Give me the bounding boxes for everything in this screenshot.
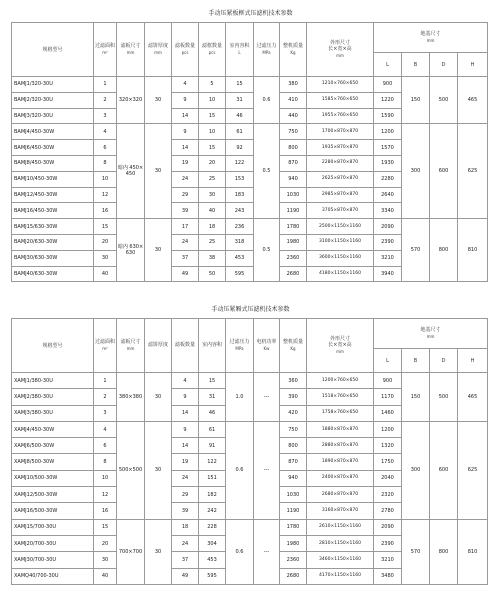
cell-frames: 18 <box>199 219 226 235</box>
cell-model: BAMJ40/630-30W <box>12 266 94 282</box>
cell-frames: 15 <box>199 140 226 156</box>
cell-weight: 940 <box>280 171 307 187</box>
cell-foundation-l: 900 <box>374 373 402 389</box>
cell-area: 4 <box>94 421 117 437</box>
cell-plates: 9 <box>172 389 199 405</box>
cell-foundation-l: 1170 <box>374 389 402 405</box>
cell-area: 2 <box>94 389 117 405</box>
header-cake: 滤饼厚度 <box>145 319 172 373</box>
header-cake: 滤饼厚度 mm <box>145 23 172 77</box>
cell-foundation-l: 1570 <box>374 140 402 156</box>
cell-volume: 15 <box>199 373 226 389</box>
cell-model: XAMJ4/450-30W <box>12 421 94 437</box>
cell-foundation-d: 500 <box>430 77 458 124</box>
cell-dims: 3100×1150×1160 <box>307 234 374 250</box>
header-area: 过滤面积 m² <box>94 319 117 373</box>
cell-foundation-l: 2320 <box>374 487 402 503</box>
cell-foundation-l: 1320 <box>374 438 402 454</box>
cell-plates: 4 <box>172 373 199 389</box>
cell-volume: 182 <box>199 487 226 503</box>
cell-plate-size: 500×500 <box>117 421 145 519</box>
cell-area: 12 <box>94 187 117 203</box>
cell-foundation-d: 600 <box>430 421 458 519</box>
cell-area: 30 <box>94 250 117 266</box>
cell-foundation-l: 1930 <box>374 155 402 171</box>
cell-model: XAMJ10/500-30W <box>12 470 94 486</box>
cell-area: 16 <box>94 203 117 219</box>
cell-area: 40 <box>94 266 117 282</box>
header-f-b: B <box>402 349 430 373</box>
cell-pressure: 0.6 <box>226 519 254 584</box>
cell-area: 16 <box>94 503 117 519</box>
cell-foundation-b: 300 <box>402 124 430 219</box>
cell-frames: 25 <box>199 171 226 187</box>
cell-frames: 38 <box>199 250 226 266</box>
cell-foundation-l: 1220 <box>374 92 402 108</box>
cell-weight: 1780 <box>280 519 307 535</box>
cell-frames: 25 <box>199 234 226 250</box>
table1-filter-press-frame-specs <box>11 22 488 282</box>
cell-plate-size: 320×320 <box>117 77 145 124</box>
header-model: 规格型号 <box>12 23 94 77</box>
cell-foundation-l: 2640 <box>374 187 402 203</box>
cell-pressure: 1.0 <box>226 373 254 422</box>
cell-weight: 380 <box>280 77 307 93</box>
cell-volume: 595 <box>226 266 254 282</box>
table-row <box>12 219 488 235</box>
header-area: 过滤面积 m² <box>94 23 117 77</box>
cell-dims: 2280×870×870 <box>307 155 374 171</box>
cell-pressure: 0.5 <box>254 124 280 219</box>
cell-weight: 360 <box>280 373 307 389</box>
cell-volume: 92 <box>226 140 254 156</box>
header-plates: 滤板数量 pcs <box>172 23 199 77</box>
header-f-d: D <box>430 349 458 373</box>
header-foundation: 地基尺寸 mm <box>374 23 488 53</box>
cell-dims: 4170×1150×1160 <box>307 568 374 584</box>
cell-weight: 800 <box>280 438 307 454</box>
cell-weight: 2680 <box>280 568 307 584</box>
cell-plates: 24 <box>172 470 199 486</box>
cell-plate-size: 暗内 630×630 <box>117 219 145 282</box>
cell-volume: 61 <box>199 421 226 437</box>
cell-frames: 10 <box>199 92 226 108</box>
cell-volume: 91 <box>199 438 226 454</box>
cell-weight: 2680 <box>280 266 307 282</box>
cell-plate-size: 700×700 <box>117 519 145 584</box>
cell-volume: 153 <box>226 171 254 187</box>
cell-volume: 31 <box>199 389 226 405</box>
cell-volume: 46 <box>226 108 254 124</box>
table-row <box>12 77 488 93</box>
cell-model: XAMJ1/380-30U <box>12 373 94 389</box>
cell-frames: 5 <box>199 77 226 93</box>
cell-area: 12 <box>94 487 117 503</box>
cell-foundation-l: 2090 <box>374 519 402 535</box>
cell-foundation-l: 2040 <box>374 470 402 486</box>
header-pressure: 过滤压力 MPa <box>254 23 280 77</box>
cell-model: BAMJ2/320-30U <box>12 92 94 108</box>
cell-plates: 14 <box>172 438 199 454</box>
cell-model: BAMJ16/450-30W <box>12 203 94 219</box>
cell-model: BAMJ8/450-30W <box>12 155 94 171</box>
cell-weight: 800 <box>280 140 307 156</box>
cell-foundation-l: 1590 <box>374 108 402 124</box>
cell-model: BAMJ3/320-30U <box>12 108 94 124</box>
cell-foundation-l: 2280 <box>374 171 402 187</box>
header-foundation: 地基尺寸 mm <box>374 319 488 349</box>
cell-dims: 2985×870×870 <box>307 187 374 203</box>
table-row <box>12 421 488 437</box>
cell-plates: 14 <box>172 140 199 156</box>
header-plates: 滤板数量 <box>172 319 199 373</box>
cell-foundation-b: 300 <box>402 421 430 519</box>
cell-plates: 37 <box>172 552 199 568</box>
cell-area: 3 <box>94 405 117 421</box>
cell-foundation-l: 3940 <box>374 266 402 282</box>
cell-dims: 1890×870×870 <box>307 454 374 470</box>
cell-volume: 61 <box>226 124 254 140</box>
cell-foundation-h: 465 <box>458 373 488 422</box>
cell-plates: 29 <box>172 187 199 203</box>
cell-model: BAMJ15/630-30W <box>12 219 94 235</box>
cell-foundation-b: 570 <box>402 519 430 584</box>
cell-plate-size: 380×380 <box>117 373 145 422</box>
cell-pressure: 0.5 <box>254 219 280 282</box>
cell-area: 8 <box>94 454 117 470</box>
cell-plates: 9 <box>172 421 199 437</box>
cell-dims: 2400×870×870 <box>307 470 374 486</box>
cell-pressure: 0.6 <box>226 421 254 519</box>
cell-area: 30 <box>94 552 117 568</box>
header-power: 电机功率 Kw <box>254 319 280 373</box>
cell-plates: 24 <box>172 171 199 187</box>
cell-weight: 1980 <box>280 535 307 551</box>
cell-area: 10 <box>94 470 117 486</box>
cell-weight: 1190 <box>280 503 307 519</box>
cell-foundation-b: 150 <box>402 373 430 422</box>
cell-weight: 2360 <box>280 250 307 266</box>
cell-foundation-h: 465 <box>458 77 488 124</box>
cell-plates: 24 <box>172 535 199 551</box>
cell-foundation-l: 3210 <box>374 552 402 568</box>
cell-area: 1 <box>94 77 117 93</box>
cell-dims: 2610×1150×1160 <box>307 519 374 535</box>
table-row <box>12 519 488 535</box>
cell-model: XAMJ16/500-30W <box>12 503 94 519</box>
cell-area: 20 <box>94 535 117 551</box>
cell-weight: 870 <box>280 454 307 470</box>
cell-plates: 49 <box>172 568 199 584</box>
cell-area: 4 <box>94 124 117 140</box>
cell-volume: 31 <box>226 92 254 108</box>
cell-plates: 9 <box>172 124 199 140</box>
cell-model: BAMJ6/450-30W <box>12 140 94 156</box>
cell-frames: 30 <box>199 187 226 203</box>
cell-dims: 3460×1150×1160 <box>307 552 374 568</box>
header-f-l: L <box>374 349 402 373</box>
cell-foundation-h: 810 <box>458 519 488 584</box>
header-volume: 室内容积 L <box>226 23 254 77</box>
cell-area: 20 <box>94 234 117 250</box>
cell-weight: 940 <box>280 470 307 486</box>
cell-volume: 318 <box>226 234 254 250</box>
cell-plates: 37 <box>172 250 199 266</box>
cell-area: 1 <box>94 373 117 389</box>
cell-foundation-l: 2090 <box>374 219 402 235</box>
cell-weight: 750 <box>280 124 307 140</box>
cell-model: XAMJ30/700-30U <box>12 552 94 568</box>
cell-plates: 9 <box>172 92 199 108</box>
cell-dims: 1880×870×870 <box>307 421 374 437</box>
header-volume: 室内容积 <box>199 319 226 373</box>
cell-area: 8 <box>94 155 117 171</box>
cell-foundation-l: 1200 <box>374 124 402 140</box>
cell-plates: 17 <box>172 219 199 235</box>
header-frames: 滤框数量 pcs <box>199 23 226 77</box>
cell-area: 2 <box>94 92 117 108</box>
cell-cake: 30 <box>145 421 172 519</box>
cell-cake: 30 <box>145 373 172 422</box>
cell-plates: 18 <box>172 519 199 535</box>
cell-foundation-d: 800 <box>430 519 458 584</box>
cell-model: XAMJ8/500-30W <box>12 454 94 470</box>
cell-model: XAMJ6/500-30W <box>12 438 94 454</box>
cell-plates: 39 <box>172 203 199 219</box>
cell-volume: 183 <box>226 187 254 203</box>
cell-model: BAMJ12/450-30W <box>12 187 94 203</box>
header-pressure: 过滤压力 MPa <box>226 319 254 373</box>
cell-model: XAMJ2/380-30U <box>12 389 94 405</box>
cell-volume: 228 <box>199 519 226 535</box>
cell-foundation-h: 810 <box>458 219 488 282</box>
table-row <box>12 124 488 140</box>
cell-weight: 420 <box>280 405 307 421</box>
cell-plates: 39 <box>172 503 199 519</box>
header-weight: 整机质量 Kg <box>280 319 307 373</box>
cell-foundation-l: 3480 <box>374 568 402 584</box>
cell-foundation-d: 600 <box>430 124 458 219</box>
cell-dims: 4180×1150×1160 <box>307 266 374 282</box>
header-plate-size: 滤板尺寸 mm <box>117 319 145 373</box>
cell-pressure: 0.6 <box>254 77 280 124</box>
cell-foundation-b: 570 <box>402 219 430 282</box>
header-dims: 外形尺寸 长×宽×高 mm <box>307 23 374 77</box>
cell-model: BAMJ30/630-30W <box>12 250 94 266</box>
cell-dims: 1955×760×650 <box>307 108 374 124</box>
cell-dims: 1518×760×650 <box>307 389 374 405</box>
cell-power: --- <box>254 519 280 584</box>
cell-model: XAMJ3/380-30U <box>12 405 94 421</box>
cell-power: --- <box>254 373 280 422</box>
cell-dims: 2810×1150×1160 <box>307 535 374 551</box>
cell-weight: 410 <box>280 92 307 108</box>
cell-model: XAMJ20/700-30U <box>12 535 94 551</box>
table1-title: 手动压紧板框式压滤机技术参数 <box>208 10 293 17</box>
cell-area: 40 <box>94 568 117 584</box>
cell-model: BAMJ20/630-30W <box>12 234 94 250</box>
header-f-b: B <box>402 53 430 77</box>
cell-plates: 19 <box>172 454 199 470</box>
cell-frames: 10 <box>199 124 226 140</box>
header-f-h: H <box>458 349 488 373</box>
header-f-l: L <box>374 53 402 77</box>
cell-weight: 1980 <box>280 234 307 250</box>
cell-volume: 236 <box>226 219 254 235</box>
cell-foundation-l: 2390 <box>374 535 402 551</box>
cell-plates: 14 <box>172 108 199 124</box>
cell-dims: 1200×760×650 <box>307 373 374 389</box>
cell-weight: 1030 <box>280 187 307 203</box>
cell-power: --- <box>254 421 280 519</box>
header-model: 规格型号 <box>12 319 94 373</box>
header-dims: 外形尺寸 长×宽×高 mm <box>307 319 374 373</box>
cell-cake: 30 <box>145 219 172 282</box>
cell-volume: 453 <box>199 552 226 568</box>
cell-foundation-l: 3340 <box>374 203 402 219</box>
cell-area: 10 <box>94 171 117 187</box>
cell-volume: 242 <box>199 503 226 519</box>
cell-volume: 595 <box>199 568 226 584</box>
cell-foundation-d: 800 <box>430 219 458 282</box>
cell-volume: 453 <box>226 250 254 266</box>
header-weight: 整机质量 Kg <box>280 23 307 77</box>
cell-weight: 870 <box>280 155 307 171</box>
cell-dims: 2880×870×870 <box>307 438 374 454</box>
cell-foundation-d: 500 <box>430 373 458 422</box>
cell-foundation-l: 2780 <box>374 503 402 519</box>
cell-foundation-l: 2390 <box>374 234 402 250</box>
cell-dims: 1210×760×650 <box>307 77 374 93</box>
cell-frames: 40 <box>199 203 226 219</box>
cell-area: 15 <box>94 519 117 535</box>
cell-weight: 390 <box>280 389 307 405</box>
cell-cake: 30 <box>145 124 172 219</box>
cell-cake: 30 <box>145 77 172 124</box>
cell-plates: 14 <box>172 405 199 421</box>
cell-foundation-h: 625 <box>458 421 488 519</box>
cell-weight: 1780 <box>280 219 307 235</box>
cell-dims: 2500×1150×1160 <box>307 219 374 235</box>
cell-frames: 20 <box>199 155 226 171</box>
cell-dims: 1758×760×650 <box>307 405 374 421</box>
cell-dims: 3600×1150×1160 <box>307 250 374 266</box>
cell-weight: 1190 <box>280 203 307 219</box>
cell-volume: 304 <box>199 535 226 551</box>
cell-cake: 30 <box>145 519 172 584</box>
cell-volume: 46 <box>199 405 226 421</box>
cell-foundation-l: 1200 <box>374 421 402 437</box>
cell-weight: 440 <box>280 108 307 124</box>
cell-dims: 3160×870×870 <box>307 503 374 519</box>
cell-area: 6 <box>94 140 117 156</box>
cell-plates: 29 <box>172 487 199 503</box>
cell-foundation-l: 1460 <box>374 405 402 421</box>
header-f-d: D <box>430 53 458 77</box>
cell-dims: 3705×870×870 <box>307 203 374 219</box>
cell-area: 6 <box>94 438 117 454</box>
cell-area: 15 <box>94 219 117 235</box>
cell-plates: 19 <box>172 155 199 171</box>
cell-weight: 1030 <box>280 487 307 503</box>
cell-volume: 243 <box>226 203 254 219</box>
table-row <box>12 373 488 389</box>
cell-area: 3 <box>94 108 117 124</box>
cell-volume: 15 <box>226 77 254 93</box>
cell-plates: 4 <box>172 77 199 93</box>
cell-dims: 2625×870×870 <box>307 171 374 187</box>
cell-frames: 50 <box>199 266 226 282</box>
cell-plates: 49 <box>172 266 199 282</box>
cell-foundation-l: 900 <box>374 77 402 93</box>
table2-filter-press-chamber-specs <box>11 318 488 585</box>
cell-model: XAMJ12/500-30W <box>12 487 94 503</box>
cell-volume: 122 <box>199 454 226 470</box>
cell-foundation-b: 150 <box>402 77 430 124</box>
table2-title: 手动压紧厢式压滤机技术参数 <box>211 306 290 313</box>
cell-volume: 151 <box>199 470 226 486</box>
cell-plate-size: 暗内 450×450 <box>117 124 145 219</box>
cell-model: XAMQ40/700-30U <box>12 568 94 584</box>
cell-foundation-l: 1750 <box>374 454 402 470</box>
cell-foundation-l: 3210 <box>374 250 402 266</box>
cell-dims: 1935×870×870 <box>307 140 374 156</box>
cell-plates: 24 <box>172 234 199 250</box>
cell-weight: 750 <box>280 421 307 437</box>
cell-model: BAMJ10/450-30W <box>12 171 94 187</box>
cell-dims: 2680×870×870 <box>307 487 374 503</box>
header-plate-size: 滤板尺寸 mm <box>117 23 145 77</box>
cell-frames: 15 <box>199 108 226 124</box>
cell-model: BAMJ4/450-30W <box>12 124 94 140</box>
cell-model: XAMJ15/700-30U <box>12 519 94 535</box>
cell-foundation-h: 625 <box>458 124 488 219</box>
cell-weight: 2360 <box>280 552 307 568</box>
cell-volume: 122 <box>226 155 254 171</box>
cell-dims: 1700×870×870 <box>307 124 374 140</box>
header-f-h: H <box>458 53 488 77</box>
cell-dims: 1585×760×650 <box>307 92 374 108</box>
cell-model: BAMJ1/320-30U <box>12 77 94 93</box>
